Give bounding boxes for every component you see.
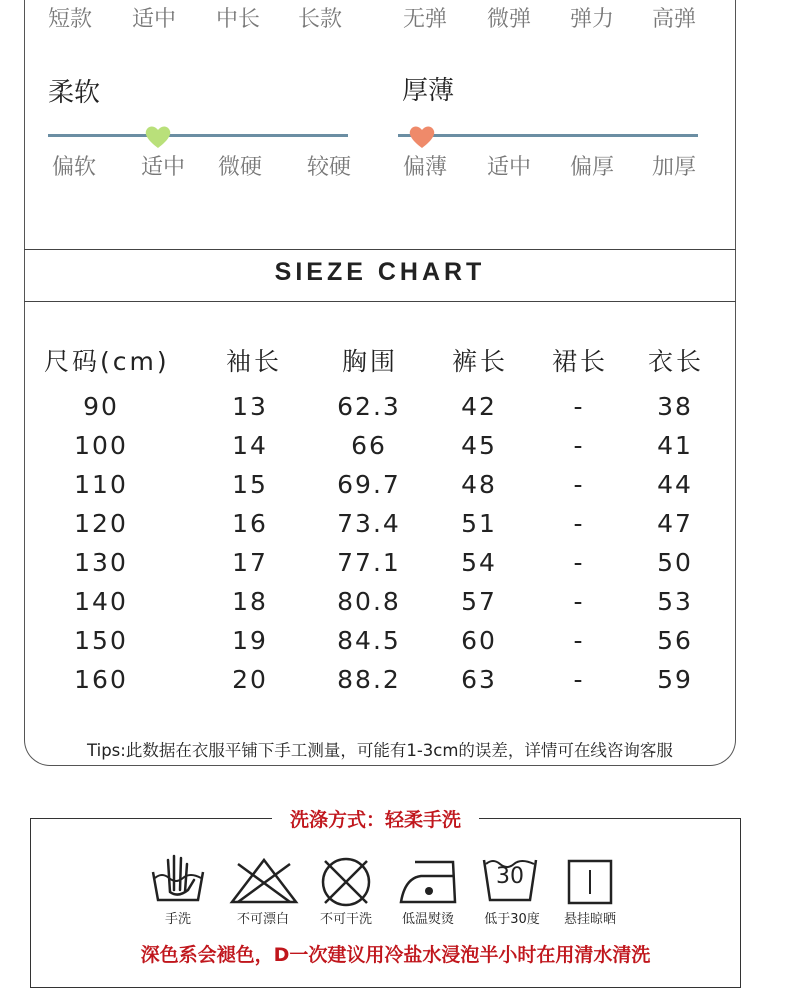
cell-skirt: - bbox=[573, 626, 585, 655]
divider-bottom bbox=[24, 301, 736, 302]
cell-length: 53 bbox=[657, 587, 693, 616]
low-iron-icon bbox=[397, 856, 459, 906]
elasticity-label-2: 弹力 bbox=[570, 7, 615, 32]
cell-skirt: - bbox=[573, 665, 585, 694]
cell-size: 120 bbox=[74, 509, 128, 538]
softness-track bbox=[48, 134, 348, 137]
thickness-label-1: 适中 bbox=[487, 155, 532, 180]
cell-pants: 42 bbox=[461, 392, 497, 421]
care-label-no-bleach: 不可漂白 bbox=[236, 912, 289, 927]
cell-chest: 77.1 bbox=[337, 548, 401, 577]
thickness-label-0: 偏薄 bbox=[403, 155, 448, 180]
cell-skirt: - bbox=[573, 392, 585, 421]
cell-skirt: - bbox=[573, 509, 585, 538]
thickness-track bbox=[398, 134, 698, 137]
cell-skirt: - bbox=[573, 587, 585, 616]
hand-wash-icon bbox=[150, 852, 206, 906]
care-warning: 深色系会褪色，D一次建议用冷盐水浸泡半小时在用清水清洗 bbox=[140, 944, 651, 966]
care-label-hang-dry: 悬挂晾晒 bbox=[563, 912, 616, 927]
header-length: 衣长 bbox=[647, 347, 704, 376]
care-label-wash-30: 低于30度 bbox=[484, 912, 540, 927]
thickness-title: 厚薄 bbox=[402, 76, 455, 106]
cell-pants: 63 bbox=[461, 665, 497, 694]
cell-length: 44 bbox=[657, 470, 693, 499]
cell-length: 41 bbox=[657, 431, 693, 460]
cell-pants: 48 bbox=[461, 470, 497, 499]
cell-length: 47 bbox=[657, 509, 693, 538]
length-label-0: 短款 bbox=[48, 7, 93, 32]
cell-chest: 66 bbox=[351, 431, 387, 460]
cell-pants: 45 bbox=[461, 431, 497, 460]
softness-label-2: 微硬 bbox=[218, 155, 263, 180]
cell-chest: 84.5 bbox=[337, 626, 401, 655]
divider-top bbox=[24, 249, 736, 250]
header-pants: 裤长 bbox=[451, 347, 508, 376]
cell-skirt: - bbox=[573, 431, 585, 460]
cell-size: 130 bbox=[74, 548, 128, 577]
care-label-hand-wash: 手洗 bbox=[164, 912, 191, 927]
care-title: 洗涤方式：轻柔手洗 bbox=[290, 809, 462, 831]
cell-sleeve: 18 bbox=[232, 587, 268, 616]
elasticity-label-3: 高弹 bbox=[652, 7, 697, 32]
cell-pants: 54 bbox=[461, 548, 497, 577]
cell-size: 140 bbox=[74, 587, 128, 616]
cell-sleeve: 17 bbox=[232, 548, 268, 577]
cell-chest: 62.3 bbox=[337, 392, 401, 421]
thickness-label-2: 偏厚 bbox=[570, 155, 615, 180]
elasticity-label-1: 微弹 bbox=[487, 7, 532, 32]
cell-pants: 57 bbox=[461, 587, 497, 616]
length-label-3: 长款 bbox=[298, 7, 343, 32]
care-label-no-dry-clean: 不可干洗 bbox=[319, 912, 372, 927]
care-title-wrap bbox=[272, 805, 479, 832]
hang-dry-icon bbox=[566, 858, 614, 906]
cell-chest: 88.2 bbox=[337, 665, 401, 694]
no-dry-clean-icon bbox=[319, 855, 373, 909]
cell-size: 160 bbox=[74, 665, 128, 694]
thickness-heart-icon bbox=[408, 124, 436, 150]
softness-heart-icon bbox=[144, 124, 172, 150]
cell-sleeve: 14 bbox=[232, 431, 268, 460]
softness-label-1: 适中 bbox=[141, 155, 186, 180]
cell-skirt: - bbox=[573, 470, 585, 499]
header-skirt: 裙长 bbox=[551, 347, 608, 376]
length-label-2: 中长 bbox=[216, 7, 261, 32]
softness-title: 柔软 bbox=[48, 78, 101, 108]
cell-length: 59 bbox=[657, 665, 693, 694]
cell-chest: 80.8 bbox=[337, 587, 401, 616]
cell-sleeve: 15 bbox=[232, 470, 268, 499]
cell-size: 150 bbox=[74, 626, 128, 655]
softness-label-3: 较硬 bbox=[307, 155, 352, 180]
cell-chest: 73.4 bbox=[337, 509, 401, 538]
cell-length: 50 bbox=[657, 548, 693, 577]
size-chart-title: SIEZE CHART bbox=[274, 258, 486, 286]
cell-pants: 60 bbox=[461, 626, 497, 655]
care-label-low-iron: 低温熨烫 bbox=[401, 912, 454, 927]
wash-temp-number: 30 bbox=[496, 864, 524, 889]
thickness-label-3: 加厚 bbox=[652, 155, 697, 180]
cell-sleeve: 16 bbox=[232, 509, 268, 538]
cell-skirt: - bbox=[573, 548, 585, 577]
softness-label-0: 偏软 bbox=[52, 155, 97, 180]
cell-size: 100 bbox=[74, 431, 128, 460]
header-size: 尺码(cm) bbox=[44, 347, 170, 376]
cell-pants: 51 bbox=[461, 509, 497, 538]
cell-sleeve: 20 bbox=[232, 665, 268, 694]
cell-chest: 69.7 bbox=[337, 470, 401, 499]
length-label-1: 适中 bbox=[132, 7, 177, 32]
header-sleeve: 袖长 bbox=[225, 347, 282, 376]
cell-size: 110 bbox=[74, 470, 128, 499]
cell-length: 56 bbox=[657, 626, 693, 655]
cell-size: 90 bbox=[83, 392, 119, 421]
cell-sleeve: 19 bbox=[232, 626, 268, 655]
no-bleach-icon bbox=[228, 856, 300, 906]
cell-length: 38 bbox=[657, 392, 693, 421]
elasticity-label-0: 无弹 bbox=[403, 7, 448, 32]
cell-sleeve: 13 bbox=[232, 392, 268, 421]
tips-text: Tips:此数据在衣服平铺下手工测量，可能有1-3cm的误差，详情可在线咨询客服 bbox=[87, 741, 673, 760]
header-chest: 胸围 bbox=[341, 347, 398, 376]
